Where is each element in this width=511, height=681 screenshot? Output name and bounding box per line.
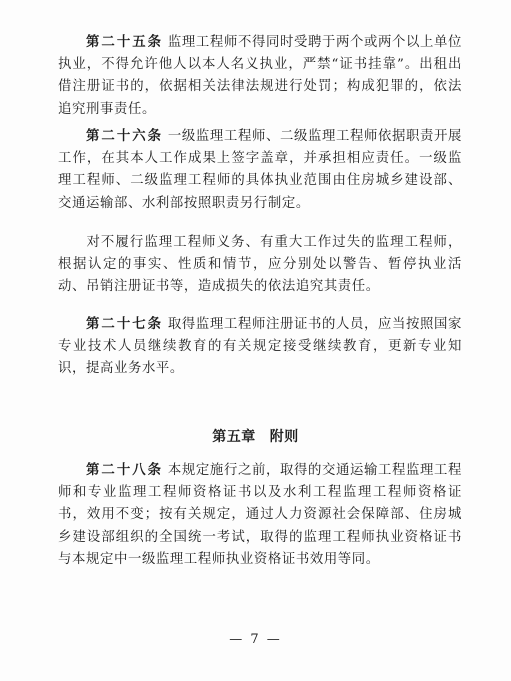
article-28-paragraph: [58, 460, 462, 571]
article-26-text: 一级监理工程师、二级监理工程师依据职责开展工作，在其本人工作成果上签字盖章，并承担相应责任。一级监理工程师、二级监理工程师的具体执业范围由住房城乡建设部、交通运输部、水利部按照职责另行制定。: [58, 129, 463, 211]
article-27-paragraph: [58, 314, 462, 381]
article-27-heading: 第二十七条: [86, 317, 164, 332]
chapter-heading: [0, 426, 511, 446]
article-27-text: 取得监理工程师注册证书的人员，应当按照国家专业技术人员继续教育的有关规定接受继续教育，更新专业知识，提高业务水平。: [58, 317, 463, 377]
article-26-second-text: 对不履行监理工程师义务、有重大工作过失的监理工程师，根据认定的事实、性质和情节，应分别处以警告、暂停执业活动、吊销注册证书等，造成损失的依法追究其责任。: [58, 235, 462, 295]
page-number: — 7 —: [229, 632, 282, 647]
article-28-text: 本规定施行之前，取得的交通运输工程监理工程师和专业监理工程师资格证书以及水利工程监理工程师资格证书，效用不变；按有关规定，通过人力资源社会保障部、住房城乡建设部组织的全国统一考试，取得的监理工程师执业资格证书与本规定中一级监理工程师执业资格证书效用等同。: [58, 463, 463, 567]
article-26-heading: 第二十六条: [86, 129, 164, 144]
chapter-number: 第五章: [212, 429, 256, 445]
chapter-title: 附则: [269, 429, 299, 445]
article-28-heading: 第二十八条: [86, 463, 164, 478]
article-26-paragraph: [58, 126, 462, 215]
article-25-heading: 第二十五条: [86, 35, 164, 50]
article-26-second-paragraph: [58, 232, 462, 299]
article-25-text: 监理工程师不得同时受聘于两个或两个以上单位执业，不得允许他人以本人名义执业，严禁“证书挂靠”。出租出借注册证书的，依据相关法律法规进行处罚；构成犯罪的，依法追究刑事责任。: [58, 35, 463, 117]
article-25-paragraph: [58, 32, 462, 121]
